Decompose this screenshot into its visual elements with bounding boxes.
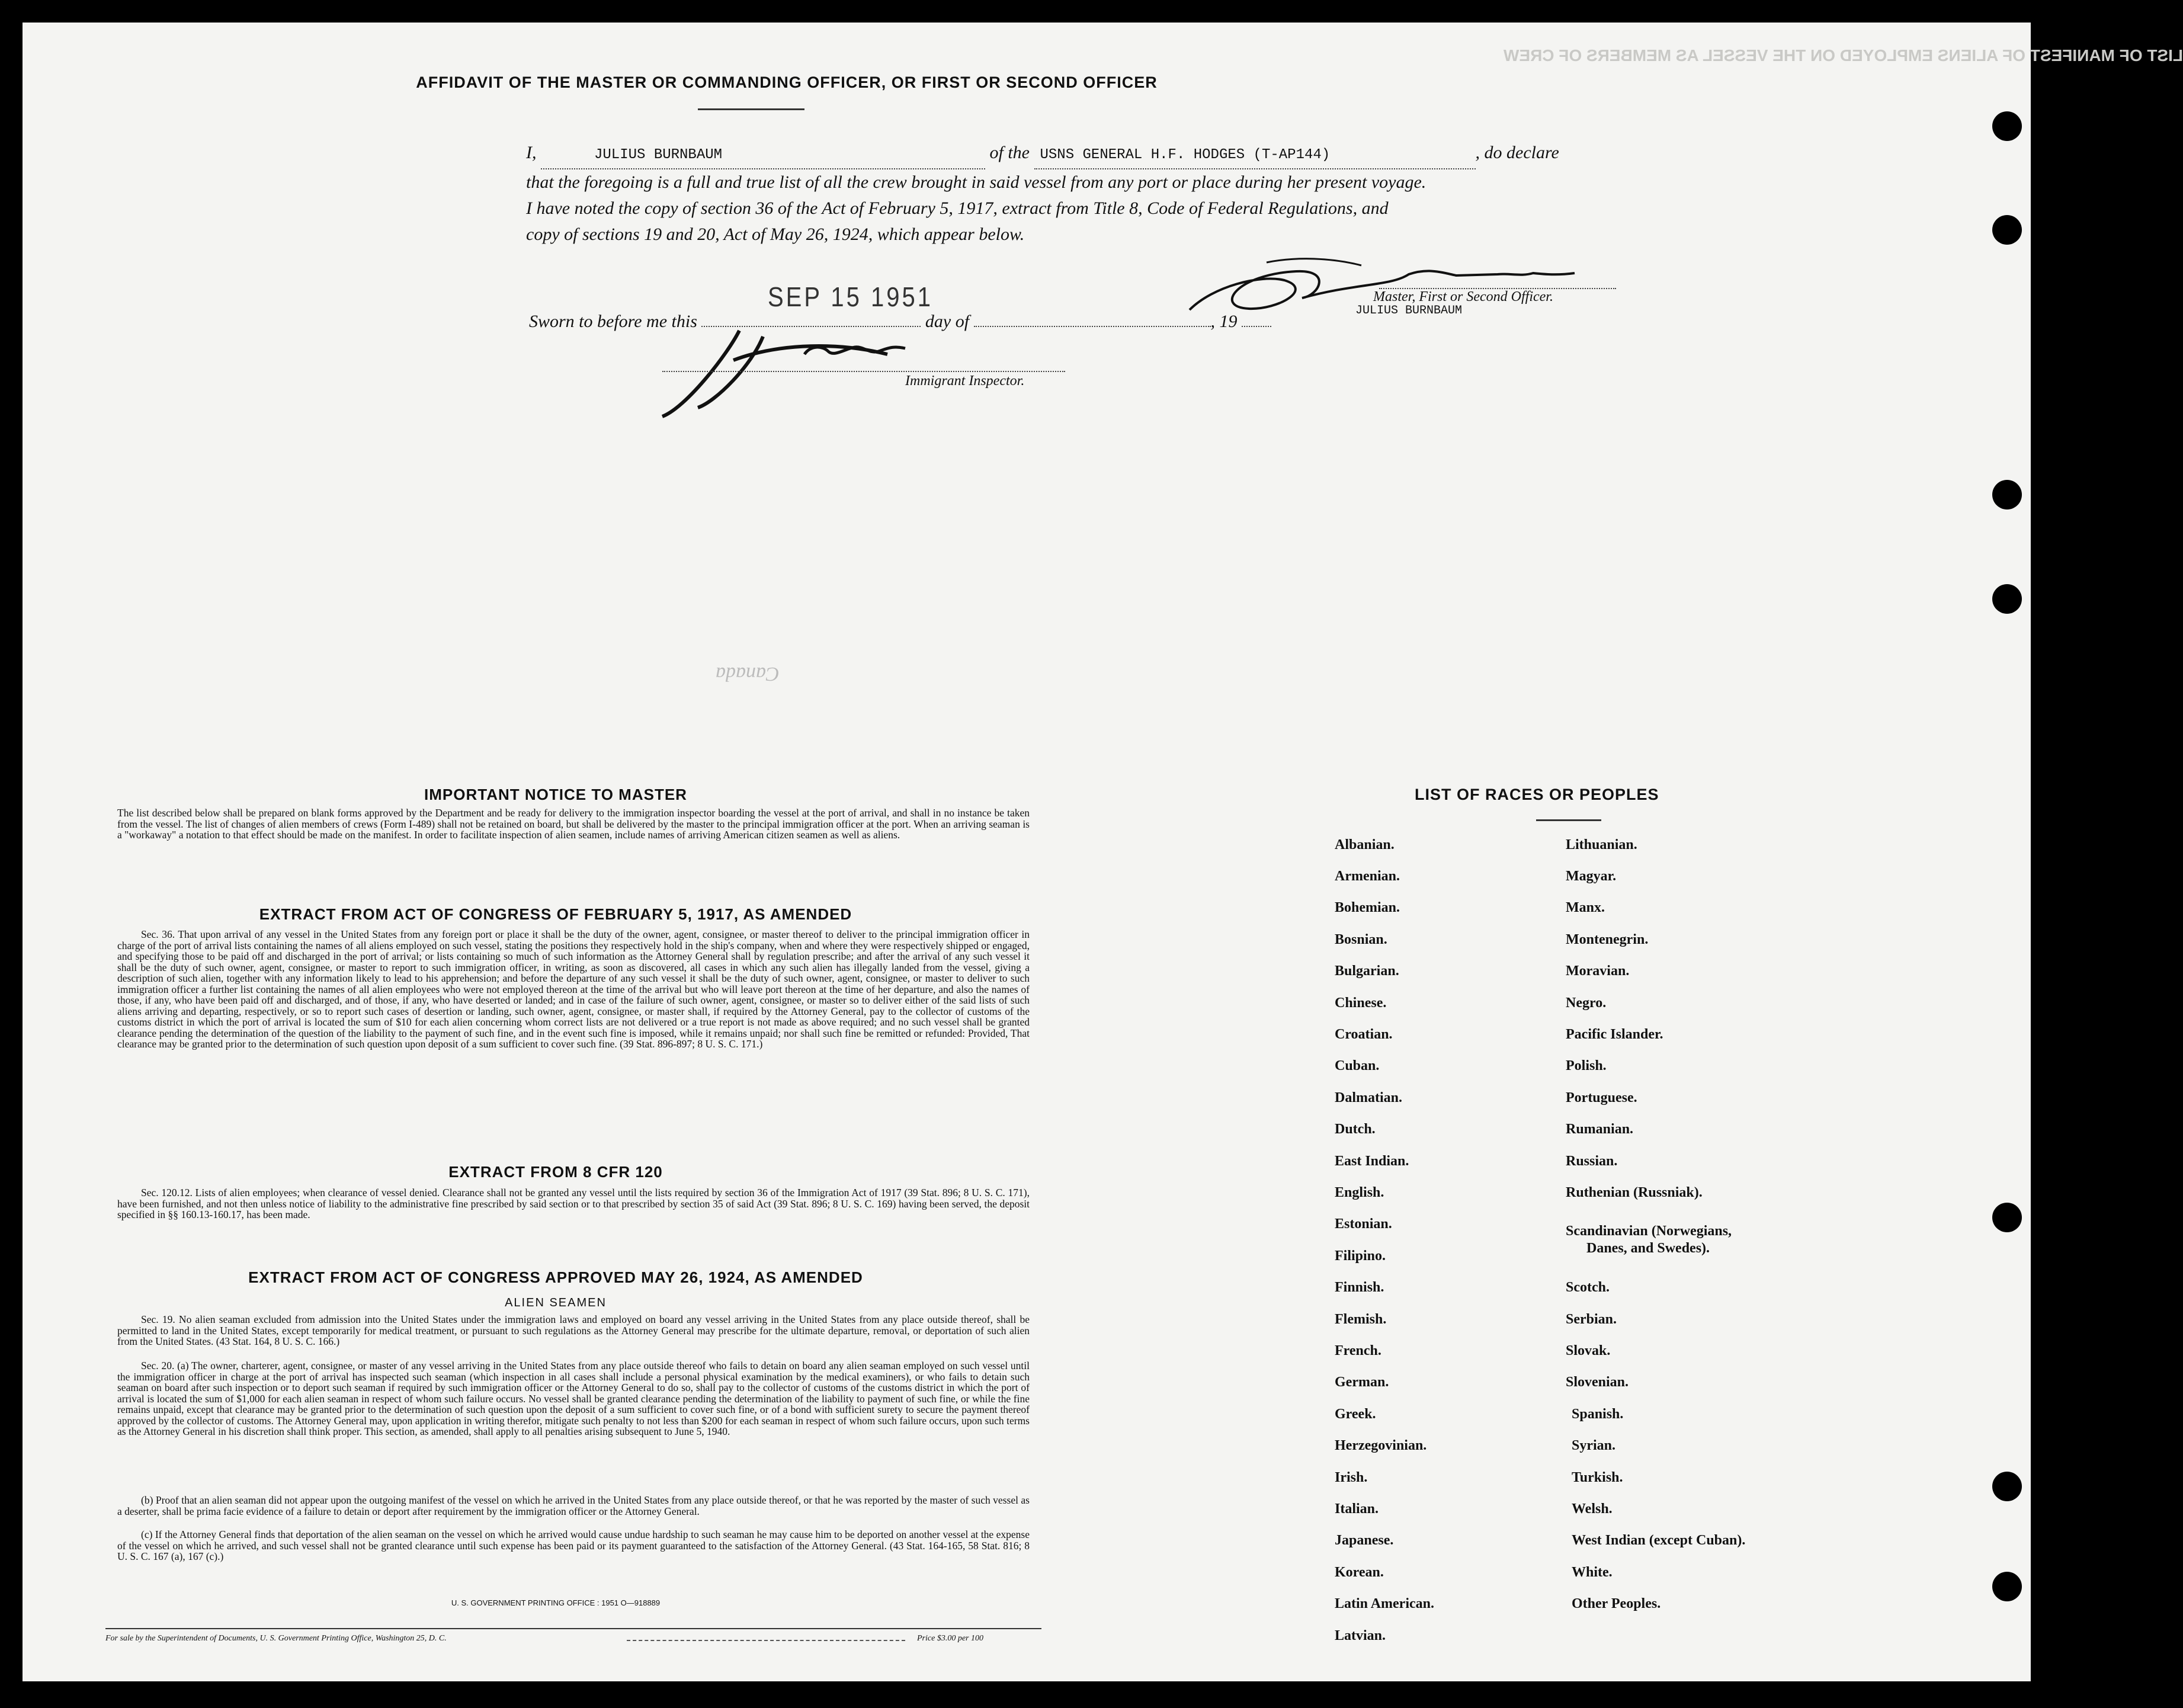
pencil-note: Canada	[716, 663, 780, 685]
date-stamp: SEP 15 1951	[768, 282, 934, 313]
notice-title: IMPORTANT NOTICE TO MASTER	[424, 786, 687, 803]
race-item: Polish.	[1566, 1058, 1607, 1073]
race-item: Welsh.	[1572, 1501, 1613, 1517]
races-title: LIST OF RACES OR PEOPLES	[1415, 786, 1659, 803]
punch-hole	[1992, 215, 2022, 245]
of-the-label: of the	[989, 143, 1030, 162]
race-item: East Indian.	[1335, 1153, 1409, 1169]
race-item: Serbian.	[1566, 1312, 1617, 1327]
officer-typed-name: JULIUS BURNBAUM	[1355, 304, 1463, 318]
race-item: German.	[1335, 1374, 1389, 1390]
extract1-body: Sec. 36. That upon arrival of any vessel in the United States from any foreign port or place it shall be the duty of the owner, agent, consignee, or master thereof to deliver to the principal immigration officer in charge of the port of arrival lists containing the names of all aliens employed on such vessel, stating the positions they respectively hold in the ship's company, when and where they were respectively shipped or engaged, and specifying those to be paid off and discharged in the port of arrival; or lists containing so much of such information as the Attorney General shall by regulation prescribe; and after the arrival of any such vessel it shall be the duty of such owner, agent, consignee, or master to report to such immigration officer, in writing, as soon as discovered, all cases in which any such alien has illegally landed from the vessel, giving a description of such alien, together with any information likely to lead to his apprehension; and before the departure of any such vessel it shall be the duty of such owner, agent, consignee, or master to deliver to such immigration officer a further list containing the names of all alien employees who were not employed thereon at the time of the arrival but who will leave port thereon at the time of her departure, and also the names of those, if any, who have been paid off and discharged, and of those, if any, who have deserted or landed; and in case of the failure of such owner, agent, consignee, or master so to deliver either of the said lists of such aliens arriving and departing, respectively, or so to report such cases of desertion or landing, such owner, agent, consignee, or master shall, if required by the Attorney General, pay to the collector of customs of the customs district in which the port of arrival is located the sum of $10 for each alien concerning whom correct lists are not delivered or a true report is not made as above required; and no such vessel shall be granted clearance pending the determination of the question of the liability to the payment of such fine, and in the event such fine is imposed, while it remains unpaid; nor shall such fine be remitted or refunded: Provided, That clearance may be granted prior to the determination of such question upon deposit of a sum sufficient to cover such fine. (39 Stat. 896-897; 8 U. S. C. 171.)	[117, 928, 1030, 1050]
notice-body: The list described below shall be prepared on blank forms approved by the Department and be ready for delivery to the immigration inspector boarding the vessel at the port of arrival, and shall in no instance be taken from the vessel. The list of changes of alien members of crews (Form I-489) shall not be retained on board, but shall be delivered by the master to the principal immigration officer at the port. When an arriving seaman is a "workaway" a notation to that effect should be made on the manifest. In order to facilitate inspection of alien seamen, include names of arriving American citizen seamen as well as aliens.	[117, 807, 1030, 841]
race-item: Latin American.	[1335, 1596, 1434, 1611]
gpo-line: U. S. GOVERNMENT PRINTING OFFICE : 1951 O—918889	[451, 1598, 661, 1607]
race-item: Manx.	[1566, 900, 1605, 915]
bleed-through-text: LIST OF MANIFEST OF ALIENS EMPLOYED ON THE VESSEL AS MEMBERS OF CREW	[1504, 46, 2183, 65]
sworn-label: Sworn to before me this	[529, 312, 697, 331]
race-item: Pacific Islander.	[1566, 1027, 1663, 1042]
affidavit-title: AFFIDAVIT OF THE MASTER OR COMMANDING OFFICER, OR FIRST OR SECOND OFFICER	[416, 73, 1158, 91]
race-item: Korean.	[1335, 1565, 1384, 1580]
declare-label: , do declare	[1475, 143, 1559, 162]
race-item: Scandinavian (Norwegians,	[1566, 1223, 1732, 1239]
race-item: Ruthenian (Russniak).	[1566, 1185, 1703, 1200]
punch-hole	[1992, 111, 2022, 141]
race-item: Latvian.	[1335, 1628, 1386, 1643]
extract2-title: EXTRACT FROM 8 CFR 120	[448, 1163, 663, 1181]
race-item: Moravian.	[1566, 963, 1630, 979]
day-of-label: day of	[925, 312, 970, 331]
footer-right: Price $3.00 per 100	[917, 1634, 983, 1643]
race-item: Lithuanian.	[1566, 837, 1637, 853]
master-name-field: JULIUS BURNBAUM	[541, 142, 985, 169]
race-item: Japanese.	[1335, 1533, 1394, 1548]
footer-dashes	[627, 1640, 905, 1641]
race-item: West Indian (except Cuban).	[1572, 1533, 1746, 1548]
race-item: Irish.	[1335, 1470, 1368, 1485]
race-item: Filipino.	[1335, 1248, 1386, 1264]
declarant-label: I,	[526, 143, 537, 162]
race-item: Estonian.	[1335, 1216, 1392, 1232]
race-item: Greek.	[1335, 1406, 1376, 1422]
punch-hole	[1992, 1472, 2022, 1501]
extract3-sec19: Sec. 19. No alien seaman excluded from admission into the United States under the immigration laws and employed on board any vessel arriving in the United States from any place outside thereof, shall be permitted to land in the United States, except temporarily for medical treatment, or pursuant to such regulations as the Attorney General may prescribe for the ultimate departure, removal, or deportation of such alien from the United States. (43 Stat. 164, 8 U. S. C. 166.)	[117, 1313, 1030, 1347]
footer-left: For sale by the Superintendent of Documents, U. S. Government Printing Office, Washington 25, D. C.	[105, 1634, 447, 1643]
affidavit-rule	[698, 108, 804, 110]
extract3-para-c: (c) If the Attorney General finds that deportation of the alien seaman on the vessel on which he arrived would cause undue hardship to such seaman he may cause him to be deported on another vessel at the expense of the vessel on which he arrived, and such vessel shall not be granted clearance until such expense has been paid or its payment guaranteed to the satisfaction of the Attorney General. (43 Stat. 164-165, 58 Stat. 816; 8 U. S. C. 167 (a), 167 (c).)	[117, 1528, 1030, 1562]
race-item: Chinese.	[1335, 995, 1387, 1011]
race-item: Herzegovinian.	[1335, 1438, 1427, 1453]
race-item: Scotch.	[1566, 1280, 1610, 1295]
race-item: Italian.	[1335, 1501, 1379, 1517]
race-item: Rumanian.	[1566, 1121, 1634, 1137]
races-rule	[1536, 819, 1601, 821]
affidavit-body	[526, 140, 1628, 248]
extract2-body: Sec. 120.12. Lists of alien employees; when clearance of vessel denied. Clearance shall not be granted any vessel until the lists required by section 36 of the Immigration Act of 1917 (39 Stat. 896; 8 U. S. C. 171), have been furnished, and not then unless notice of liability to the administrative fine prescribed by said section or to that prescribed by section 35 of said Act (39 Stat. 896; 8 U. S. C. 169) having been served, the deposit specified in §§ 160.13-160.17, has been made.	[117, 1187, 1030, 1220]
race-item: Russian.	[1566, 1153, 1618, 1169]
affidavit-line-4: copy of sections 19 and 20, Act of May 26, 1924, which appear below.	[526, 225, 1025, 244]
race-item: Cuban.	[1335, 1058, 1380, 1073]
race-item: Montenegrin.	[1566, 932, 1649, 947]
extract3-title: EXTRACT FROM ACT OF CONGRESS APPROVED MAY 26, 1924, AS AMENDED	[248, 1268, 863, 1286]
extract1-title: EXTRACT FROM ACT OF CONGRESS OF FEBRUARY 5, 1917, AS AMENDED	[259, 905, 852, 923]
race-item: Dalmatian.	[1335, 1090, 1402, 1105]
race-item: Portuguese.	[1566, 1090, 1637, 1105]
extract3-subtitle: ALIEN SEAMEN	[505, 1296, 607, 1309]
race-item: Negro.	[1566, 995, 1607, 1011]
race-item: Finnish.	[1335, 1280, 1384, 1295]
race-item: Dutch.	[1335, 1121, 1376, 1137]
race-item: Magyar.	[1566, 869, 1617, 884]
race-item: Bohemian.	[1335, 900, 1400, 915]
sworn-year-field	[1242, 326, 1271, 327]
race-item: White.	[1572, 1565, 1613, 1580]
race-item: Slovenian.	[1566, 1374, 1629, 1390]
extract3-para-b: (b) Proof that an alien seaman did not appear upon the outgoing manifest of the vessel on which he arrived in the United States from any place outside thereof, or that he was reported by the master of such vessel as a deserter, shall be prima facie evidence of a failure to detain or deport after requirement by the immigration officer or the Attorney General.	[117, 1494, 1030, 1517]
punch-hole	[1992, 584, 2022, 614]
race-item: Turkish.	[1572, 1470, 1623, 1485]
race-item: Spanish.	[1572, 1406, 1624, 1422]
vessel-name-field: USNS GENERAL H.F. HODGES (T-AP144)	[1034, 142, 1476, 169]
affidavit-line-2: that the foregoing is a full and true list of all the crew brought in said vessel from any port or place during her present voyage.	[526, 172, 1427, 192]
punch-hole	[1992, 1572, 2022, 1601]
extract3-sec20: Sec. 20. (a) The owner, charterer, agent, consignee, or master of any vessel arriving in the United States from any place outside thereof who fails to detain on board any alien seaman employed on such vessel until the immigration officer in charge at the port of arrival has inspected such seaman (which inspection in all cases shall include a personal physical examination by the medical examiners), or who fails to detain such seaman on board after such inspection or to deport such seaman if required by such immigration officer or the Attorney General to do so, shall pay to the collector of customs of the customs district in which the port of arrival is located the sum of $1,000 for each alien seaman in respect of whom such failure occurs. No vessel shall be granted clearance pending the determination of the liability to payment of such fine, or while the fine remains unpaid, except that clearance may be granted prior to the determination of such question upon the deposit of a sum sufficient to cover such fine, or of a bond with sufficient surety to secure the payment thereof approved by the collector of customs. The Attorney General may, upon application in writing therefor, mitigate such penalty to not less than $200 for each seaman in respect of whom such failure occurs, upon such terms as the Attorney General in his discretion shall think proper. This section, as amended, shall apply to all penalties arising subsequent to June 5, 1940.	[117, 1360, 1030, 1437]
race-item: Armenian.	[1335, 869, 1400, 884]
year-label: , 19	[1210, 312, 1238, 331]
race-item: Bulgarian.	[1335, 963, 1399, 979]
race-item: Flemish.	[1335, 1312, 1387, 1327]
race-item: Syrian.	[1572, 1438, 1616, 1453]
race-item: Slovak.	[1566, 1343, 1611, 1358]
affidavit-line-3: I have noted the copy of section 36 of the Act of February 5, 1917, extract from Title 8, Code of Federal Regulations, and	[526, 198, 1389, 218]
document-page	[23, 23, 2183, 1681]
race-item: Other Peoples.	[1572, 1596, 1661, 1611]
race-item: Croatian.	[1335, 1027, 1393, 1042]
inspector-label: Immigrant Inspector.	[905, 373, 1025, 389]
race-item: French.	[1335, 1343, 1381, 1358]
inspector-signature-line	[662, 371, 1065, 372]
race-item: Bosnian.	[1335, 932, 1387, 947]
race-item: Danes, and Swedes).	[1586, 1241, 1710, 1256]
punch-hole	[1992, 1203, 2022, 1232]
officer-label: Master, First or Second Officer.	[1373, 289, 1553, 305]
punch-hole	[1992, 480, 2022, 509]
footer-rule	[105, 1628, 1041, 1629]
race-item: Albanian.	[1335, 837, 1395, 853]
race-item: English.	[1335, 1185, 1384, 1200]
inspector-signature	[650, 319, 1065, 425]
